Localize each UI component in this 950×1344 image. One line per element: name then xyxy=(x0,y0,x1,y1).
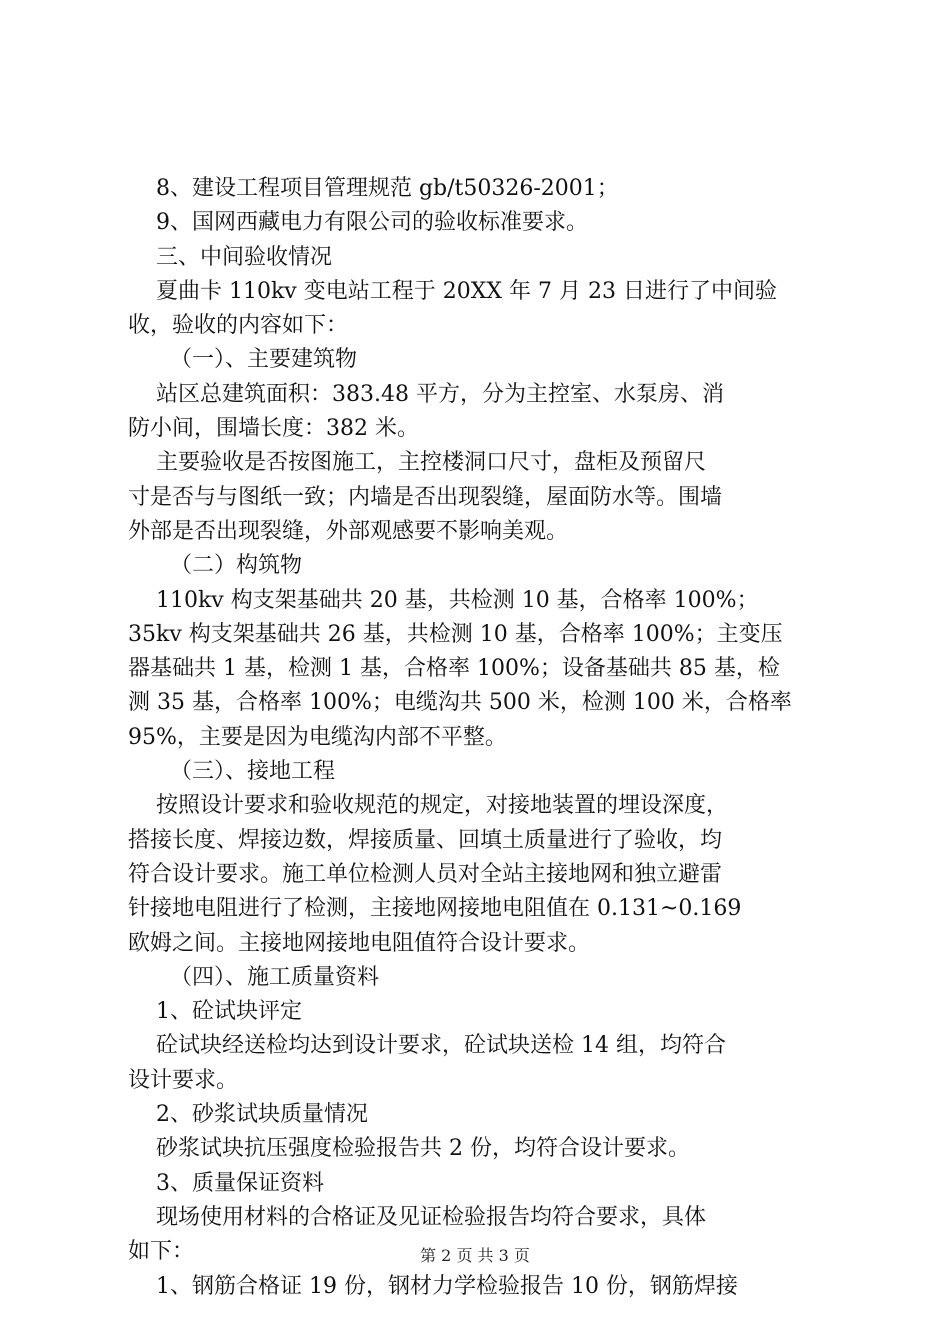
text-line: 砂浆试块抗压强度检验报告共 2 份，均符合设计要求。 xyxy=(128,1136,690,1162)
text-line: 收，验收的内容如下： xyxy=(128,313,349,339)
text-line: 如下： xyxy=(128,1239,195,1265)
text-line: 寸是否与与图纸一致；内墙是否出现裂缝，屋面防水等。围墙 xyxy=(128,484,723,510)
text-line: 8、建设工程项目管理规范 gb/t50326-2001； xyxy=(128,176,619,201)
text-line: 夏曲卡 110kv 变电站工程于 20XX 年 7 月 23 日进行了中间验 xyxy=(128,278,777,304)
text-line: （三）、接地工程 xyxy=(128,759,335,785)
text-line: 砼试块经送检均达到设计要求，砼试块送检 14 组，均符合 xyxy=(128,1033,726,1059)
text-line: （一）、主要建筑物 xyxy=(128,347,357,373)
text-line: 9、国网西藏电力有限公司的验收标准要求。 xyxy=(128,210,588,236)
document-body xyxy=(128,172,832,1304)
text-line: 器基础共 1 基，检测 1 基，合格率 100%；设备基础共 85 基，检 xyxy=(128,656,780,682)
text-line: 外部是否出现裂缝，外部观感要不影响美观。 xyxy=(128,518,569,544)
text-line: 按照设计要求和验收规范的规定，对接地装置的埋设深度， xyxy=(128,793,728,819)
text-line: 欧姆之间。主接地网接地电阻值符合设计要求。 xyxy=(128,930,591,956)
page-footer: 第 2 页 共 3 页 xyxy=(420,1246,530,1265)
text-line: 三、中间验收情况 xyxy=(128,244,332,270)
text-line: （二）构筑物 xyxy=(128,553,302,579)
text-line: 现场使用材料的合格证及见证检验报告均符合要求，具体 xyxy=(128,1204,706,1230)
text-line: 防小间，围墙长度：382 米。 xyxy=(128,416,419,442)
text-line: 110kv 构支架基础共 20 基，共检测 10 基，合格率 100%； xyxy=(128,587,759,613)
text-line: 1、钢筋合格证 19 份，钢材力学检验报告 10 份，钢筋焊接 xyxy=(128,1273,738,1299)
text-line: 2、砂浆试块质量情况 xyxy=(128,1102,368,1128)
text-line: 站区总建筑面积：383.48 平方，分为主控室、水泵房、消 xyxy=(128,381,724,407)
text-line: 3、质量保证资料 xyxy=(128,1170,324,1196)
text-line: 搭接长度、焊接边数，焊接质量、回填土质量进行了验收，均 xyxy=(128,827,723,853)
text-line: 35kv 构支架基础共 26 基，共检测 10 基，合格率 100%；主变压 xyxy=(128,621,783,647)
text-line: （四）、施工质量资料 xyxy=(128,964,379,990)
text-line: 设计要求。 xyxy=(128,1067,239,1093)
text-line: 符合设计要求。施工单位检测人员对全站主接地网和独立避雷 xyxy=(128,861,723,887)
text-line: 主要验收是否按图施工，主控楼洞口尺寸，盘柜及预留尺 xyxy=(128,450,706,476)
text-line: 针接地电阻进行了检测，主接地网接地电阻值在 0.131~0.169 xyxy=(128,896,742,922)
text-line: 95%，主要是因为电缆沟内部不平整。 xyxy=(128,724,507,750)
text-line: 1、砼试块评定 xyxy=(128,999,302,1025)
text-line: 测 35 基，合格率 100%；电缆沟共 500 米，检测 100 米，合格率 xyxy=(128,690,792,716)
